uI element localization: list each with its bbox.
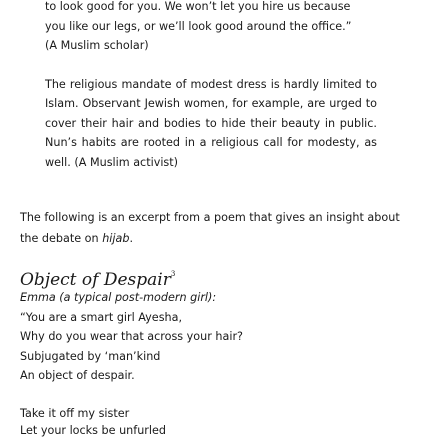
poem-speaker: Emma (a typical post-modern girl): — [20, 291, 217, 304]
intro-paragraph — [20, 208, 402, 249]
stanza-gap — [20, 386, 400, 404]
quote-text-line: you like our legs, or we’ll look good around the office.” — [45, 19, 352, 33]
quote-attribution: (A Muslim activist) — [74, 155, 179, 169]
poem-title-text: Object of Despair — [20, 270, 171, 290]
quote-attribution: (A Muslim scholar) — [45, 39, 149, 52]
quote-paragraph — [45, 75, 377, 173]
intro-text — [20, 208, 402, 249]
quote-paragraph-text: The religious mandate of modest dress is hardly limited to Islam. Observant Jewish women, for example, are urged to cover their hair and bodies to hide their beauty in public. Nun’s habits are rooted in a religious call for modesty, as well. — [45, 77, 377, 169]
poem-line: Subjugated by ‘man’kind — [20, 349, 161, 363]
poem-body — [20, 288, 400, 423]
intro-text-after: . — [129, 231, 134, 245]
poem-line: “You are a smart girl Ayesha, — [20, 310, 183, 324]
quote-text-line: to look good for you. We won’t let you hire us because — [45, 0, 351, 13]
poem-title — [20, 263, 175, 291]
poem-line: Take it off my sister — [20, 406, 130, 420]
poem-line: An object of despair. — [20, 369, 135, 382]
intro-italic-word: hijab — [102, 231, 130, 245]
footnote-marker: 3 — [170, 270, 176, 278]
poem-line: Why do you wear that across your hair? — [20, 330, 243, 343]
quote-block — [45, 0, 377, 172]
poem-line-cut-off: Let your locks be unfurled — [20, 424, 166, 437]
intro-text-before: The following is an excerpt from a poem that gives an insight about the debate on — [20, 211, 400, 245]
